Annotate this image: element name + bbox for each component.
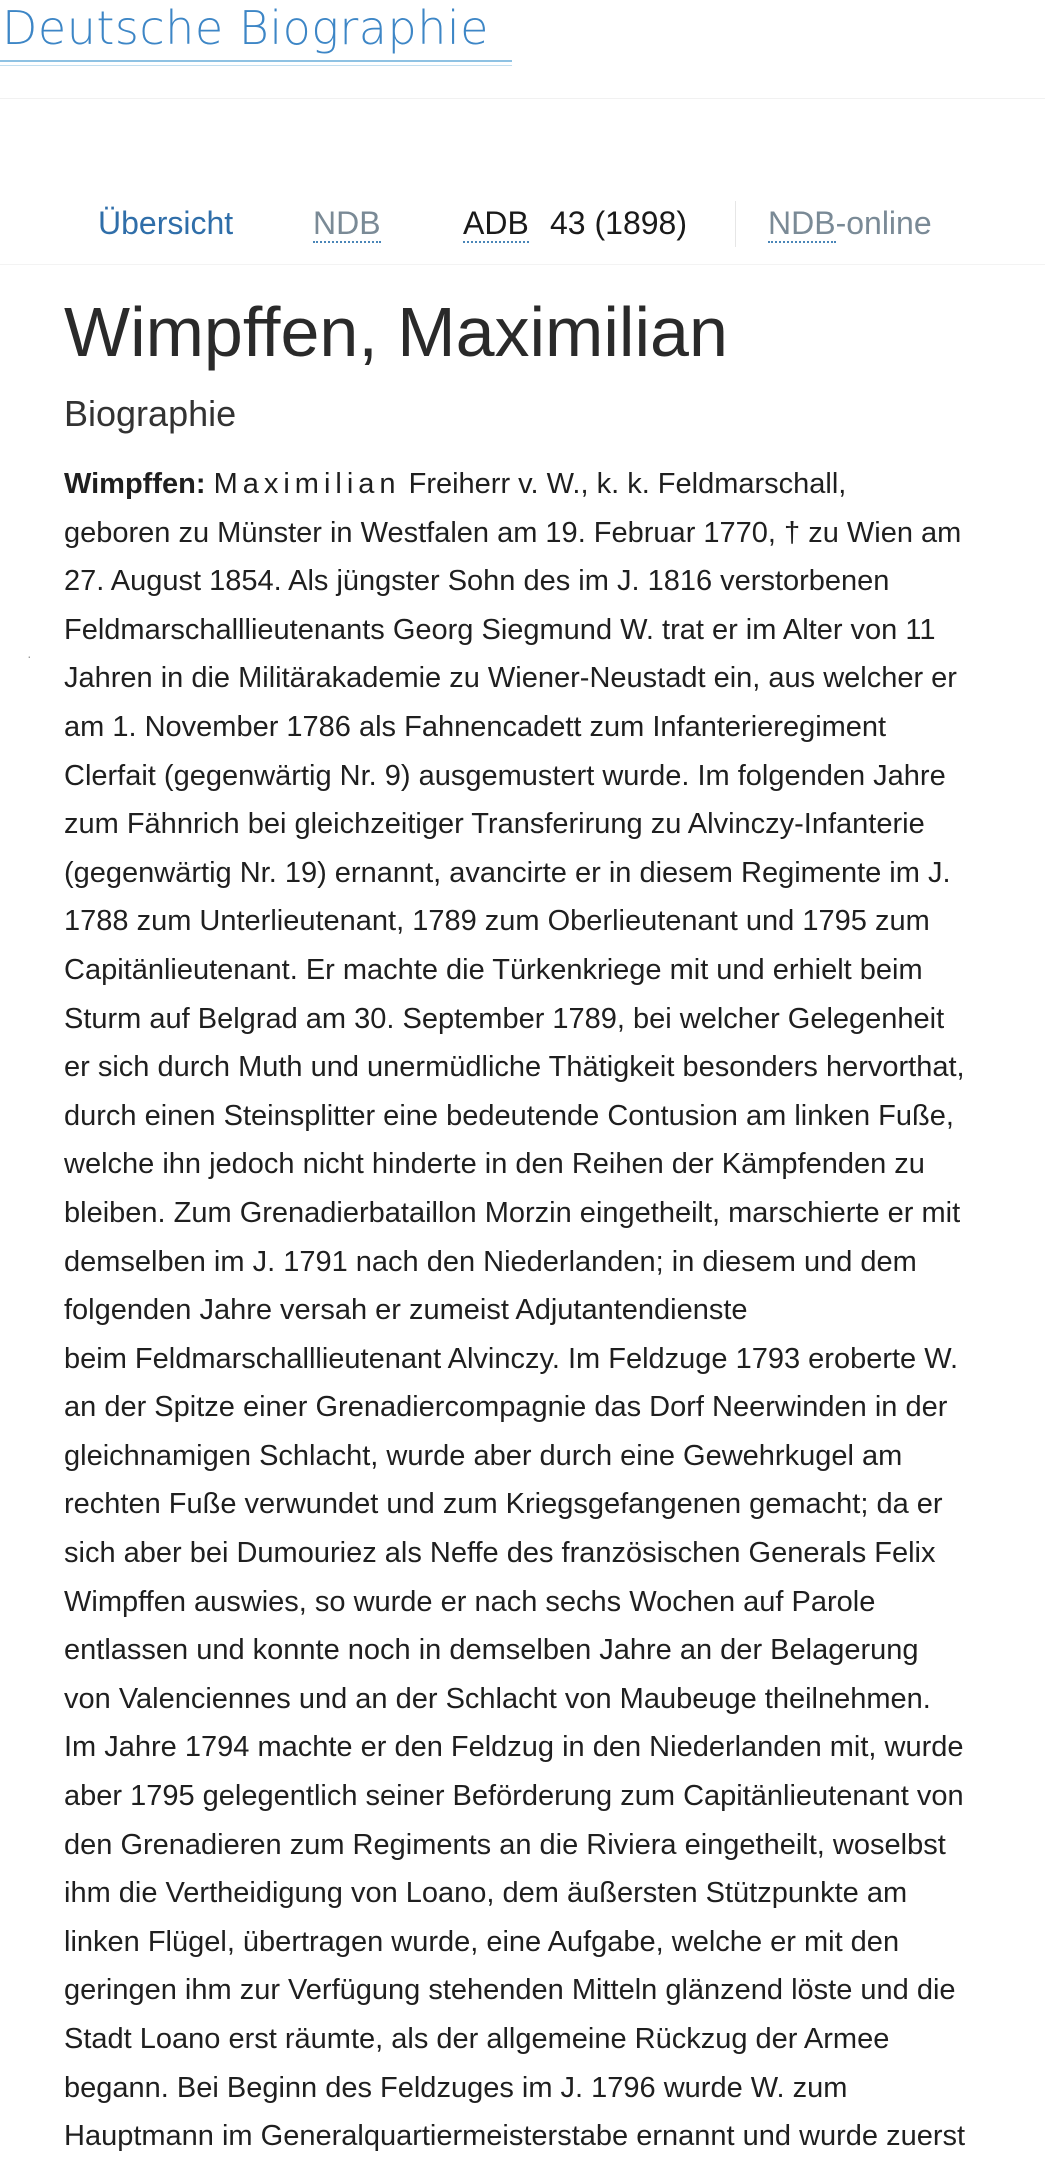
bio-line: geringen ihm zur Verfügung stehenden Mitteln glänzend löste und die (64, 1974, 956, 2007)
bio-line: von Valenciennes und an der Schlacht von Maubeuge theilnehmen. (64, 1682, 931, 1715)
tab-ndb-online-abbr: NDB (768, 205, 836, 241)
bio-line: 1788 zum Unterlieutenant, 1789 zum Oberlieutenant und 1795 zum (64, 905, 930, 938)
bio-line: welche ihn jedoch nicht hinderte in den Reihen der Kämpfenden zu (64, 1148, 925, 1181)
bio-lead-name: Wimpffen: (64, 468, 206, 500)
bio-line: entlassen und konnte noch in demselben Jahre an der Belagerung (64, 1634, 919, 1667)
bio-first-line-rest: Freiherr v. W., k. k. Feldmarschall, (400, 468, 847, 500)
bio-line: an der Spitze einer Grenadiercompagnie das Dorf Neerwinden in der (64, 1391, 948, 1424)
bio-line: Sturm auf Belgrad am 30. September 1789, bei welcher Gelegenheit (64, 1002, 945, 1035)
bio-line: linken Flügel, übertragen wurde, eine Aufgabe, welche er mit den (64, 1925, 900, 1958)
bio-line: durch einen Steinsplitter eine bedeutende Contusion am linken Fuße, (64, 1099, 954, 1132)
bio-line: Feldmarschalllieutenants Georg Siegmund W. trat er im Alter von 11 (64, 613, 936, 646)
bio-line: gleichnamigen Schlacht, wurde aber durch eine Gewehrkugel am (64, 1439, 903, 1472)
bio-line: den Grenadieren zum Regiments an die Riviera eingetheilt, woselbst (64, 1828, 946, 1861)
margin-mark: · (27, 648, 32, 664)
bio-given-name: Maximilian (213, 468, 401, 500)
tab-bar-divider (0, 264, 1045, 265)
tab-ndb-online-suffix: -online (835, 205, 932, 241)
bio-line: 27. August 1854. Als jüngster Sohn des im J. 1816 verstorbenen (64, 565, 890, 598)
bio-line: begann. Bei Beginn des Feldzuges im J. 1796 wurde W. zum (64, 2071, 848, 2104)
logo-underline-secondary (0, 65, 512, 66)
tab-overview[interactable]: Übersicht (98, 205, 234, 241)
bio-line: aber 1795 gelegentlich seiner Beförderung zum Capitänlieutenant von (64, 1780, 964, 1813)
bio-line: rechten Fuße verwundet und zum Kriegsgefangenen gemacht; da er (64, 1488, 943, 1521)
bio-line: folgenden Jahre versah er zumeist Adjutantendienste (64, 1294, 748, 1327)
logo-underline (0, 60, 512, 62)
tab-ndb[interactable] (313, 195, 381, 251)
bio-line: er sich durch Muth und unermüdliche Thätigkeit besonders hervorthat, (64, 1051, 965, 1084)
bio-line: ihm die Vertheidigung von Loano, dem äußersten Stützpunkte am (64, 1877, 908, 1910)
site-header (0, 0, 1045, 100)
bio-line: Clerfait (gegenwärtig Nr. 9) ausgemustert wurde. Im folgenden Jahre (64, 759, 946, 792)
bio-line: Wimpffen auswies, so wurde er nach sechs Wochen auf Parole (64, 1585, 876, 1618)
tab-adb-label: ADB (463, 205, 529, 241)
bio-line: am 1. November 1786 als Fahnencadett zum Infanterieregiment (64, 710, 887, 743)
bio-line-first (64, 460, 1045, 509)
bio-line: bleiben. Zum Grenadierbataillon Morzin eingetheilt, marschierte er mit (64, 1196, 961, 1229)
tab-adb[interactable] (463, 195, 529, 251)
bio-line: (gegenwärtig Nr. 19) ernannt, avancirte er in diesem Regimente im J. (64, 856, 951, 889)
section-heading-biographie: Biographie (64, 393, 237, 434)
article-tab-bar (0, 195, 1045, 251)
tab-ndb-label: NDB (313, 205, 381, 241)
biography-text (64, 460, 1045, 2161)
bio-line: sich aber bei Dumouriez als Neffe des französischen Generals Felix (64, 1537, 936, 1570)
header-divider (0, 98, 1045, 99)
bio-line: Stadt Loano erst räumte, als der allgemeine Rückzug der Armee (64, 2023, 890, 2055)
bio-line: Hauptmann im Generalquartiermeisterstabe ernannt und wurde zuerst (64, 2120, 966, 2153)
tab-ndb-online[interactable] (768, 195, 932, 251)
site-logo[interactable]: Deutsche Biographie (2, 1, 489, 55)
bio-line: Im Jahre 1794 machte er den Feldzug in den Niederlanden mit, wurde (64, 1731, 964, 1764)
page-title: Wimpffen, Maximilian (64, 293, 728, 371)
bio-line: demselben im J. 1791 nach den Niederlanden; in diesem und dem (64, 1245, 917, 1278)
bio-line: zum Fähnrich bei gleichzeitiger Transferirung zu Alvinczy-Infanterie (64, 808, 925, 841)
tab-adb-volume: 43 (1898) (550, 205, 687, 241)
bio-line: Capitänlieutenant. Er machte die Türkenkriege mit und erhielt beim (64, 953, 923, 986)
tab-divider (735, 201, 736, 247)
bio-line: beim Feldmarschalllieutenant Alvinczy. Im Feldzuge 1793 eroberte W. (64, 1342, 959, 1375)
bio-line: geboren zu Münster in Westfalen am 19. Februar 1770, † zu Wien am (64, 516, 962, 549)
bio-line: Jahren in die Militärakademie zu Wiener-Neustadt ein, aus welcher er (64, 662, 957, 695)
